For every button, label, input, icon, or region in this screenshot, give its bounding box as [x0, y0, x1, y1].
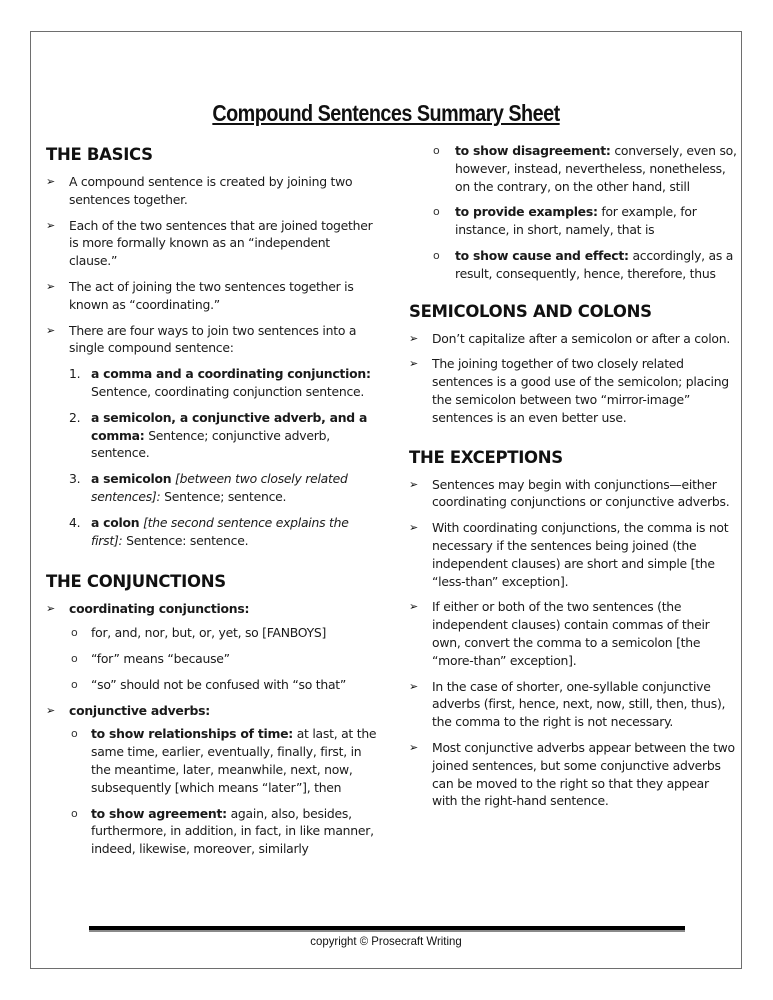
list-item: ➢ In the case of shorter, one-syllable conjunctive adverbs (first, hence, next, now, still, then, thus), the comma to the right is not necessary.	[409, 678, 726, 730]
circle-bullet-icon: o	[71, 806, 78, 820]
circle-bullet-icon: o	[71, 727, 78, 741]
summary-sheet-page	[30, 31, 742, 969]
list-item: 4. a colon [the second sentence explains the first]: Sentence: sentence.	[69, 514, 349, 548]
section-conjunctions	[46, 571, 381, 858]
arrow-bullet-icon: ➢	[46, 279, 55, 293]
semicolons-list	[409, 330, 737, 427]
arrow-bullet-icon: ➢	[46, 323, 55, 337]
section-semicolons	[409, 301, 737, 427]
coordinating-list	[46, 624, 381, 693]
list-item: o to show relationships of time: at last, at the same time, earlier, eventually, finally, first, in the meantime, later, meanwhile, next, now, subsequently [which means “later”], then	[71, 726, 377, 795]
section-basics	[46, 144, 381, 549]
arrow-bullet-icon: ➢	[46, 218, 55, 232]
circle-bullet-icon: o	[71, 677, 78, 691]
arrow-bullet-icon: ➢	[409, 477, 418, 491]
left-column	[46, 144, 381, 866]
basics-list	[46, 173, 381, 357]
list-item: ➢ The joining together of two closely related sentences is a good use of the semicolon; placing the semicolon between two “mirror-image” sentences is an even better use.	[409, 356, 729, 425]
list-item: ➢ There are four ways to join two sentences into a single compound sentence:	[46, 322, 357, 356]
circle-bullet-icon: o	[71, 626, 78, 640]
list-item: ➢ Most conjunctive adverbs appear between the two joined sentences, but some conjunctive adverbs can be moved to the right so that they appear with the right-hand sentence.	[409, 739, 735, 809]
arrow-bullet-icon: ➢	[409, 740, 418, 754]
arrow-bullet-icon: ➢	[409, 521, 418, 535]
page-title: Compound Sentences Summary Sheet	[212, 100, 560, 126]
list-item: 3. a semicolon [between two closely related sentences]: Sentence; sentence.	[69, 471, 348, 504]
arrow-bullet-icon: ➢	[46, 703, 55, 717]
adverbs-heading-list	[46, 702, 381, 720]
conjunctions-list	[46, 600, 381, 618]
list-item: o to provide examples: for example, for instance, in short, namely, that is	[433, 204, 697, 238]
list-item: 2. a semicolon, a conjunctive adverb, and a comma: Sentence; conjunctive adverb, sentence.	[69, 409, 368, 461]
list-item: o for, and, nor, but, or, yet, so [FANBOYS]	[71, 625, 327, 641]
right-column	[409, 142, 737, 818]
list-item: ➢ Sentences may begin with conjunctions—either coordinating conjunctions or conjunctive adverbs.	[409, 476, 730, 510]
circle-bullet-icon: o	[433, 144, 440, 157]
copyright-footer: copyright © Prosecraft Writing	[310, 934, 462, 948]
section-heading-basics: THE BASICS	[46, 145, 153, 164]
list-item: o to show cause and effect: accordingly, as a result, consequently, hence, therefore, thus	[433, 247, 734, 281]
list-item: ➢ conjunctive adverbs:	[46, 702, 210, 718]
list-item: ➢ coordinating conjunctions:	[46, 601, 250, 617]
list-item: ➢ Each of the two sentences that are joined together is more formally known as an “independent clause.”	[46, 217, 373, 269]
list-item: o to show agreement: again, also, besides, furthermore, in addition, in fact, in like manner, indeed, likewise, moreover, similarly	[71, 805, 374, 857]
section-heading-conjunctions: THE CONJUNCTIONS	[46, 572, 226, 592]
arrow-bullet-icon: ➢	[409, 679, 418, 693]
circle-bullet-icon: o	[433, 205, 440, 219]
list-item: 1. a comma and a coordinating conjunction: Sentence, coordinating conjunction sentence.	[69, 366, 371, 399]
arrow-bullet-icon: ➢	[46, 602, 55, 616]
arrow-bullet-icon: ➢	[409, 331, 418, 345]
ways-list	[46, 365, 381, 549]
list-item: ➢ If either or both of the two sentences (the independent clauses) contain commas of their own, convert the comma to a semicolon [the “more-than” exception].	[409, 599, 710, 668]
footer-divider	[89, 926, 685, 932]
arrow-bullet-icon: ➢	[409, 357, 418, 371]
arrow-bullet-icon: ➢	[46, 175, 55, 188]
adverbs-list-left	[46, 725, 381, 858]
list-item: o “for” means “because”	[71, 650, 230, 666]
list-item: ➢ A compound sentence is created by joining two sentences together.	[46, 174, 353, 207]
section-heading-semicolons: SEMICOLONS AND COLONS	[409, 301, 652, 321]
exceptions-list	[409, 476, 737, 811]
section-heading-exceptions: THE EXCEPTIONS	[409, 447, 563, 467]
adverbs-list-right	[409, 142, 737, 283]
list-item: ➢ Don’t capitalize after a semicolon or after a colon.	[409, 330, 731, 346]
circle-bullet-icon: o	[71, 651, 78, 665]
section-exceptions	[409, 447, 737, 811]
list-item: ➢ The act of joining the two sentences together is known as “coordinating.”	[46, 278, 354, 312]
list-item: ➢ With coordinating conjunctions, the comma is not necessary if the sentences being joined (the independent clauses) are short and simple [the “less-than” exception].	[409, 520, 729, 589]
list-item: o to show disagreement: conversely, even so, however, instead, nevertheless, nonetheless, on the contrary, on the other hand, still	[433, 143, 737, 194]
arrow-bullet-icon: ➢	[409, 600, 418, 614]
circle-bullet-icon: o	[433, 248, 440, 262]
list-item: o “so” should not be confused with “so that”	[71, 676, 347, 692]
